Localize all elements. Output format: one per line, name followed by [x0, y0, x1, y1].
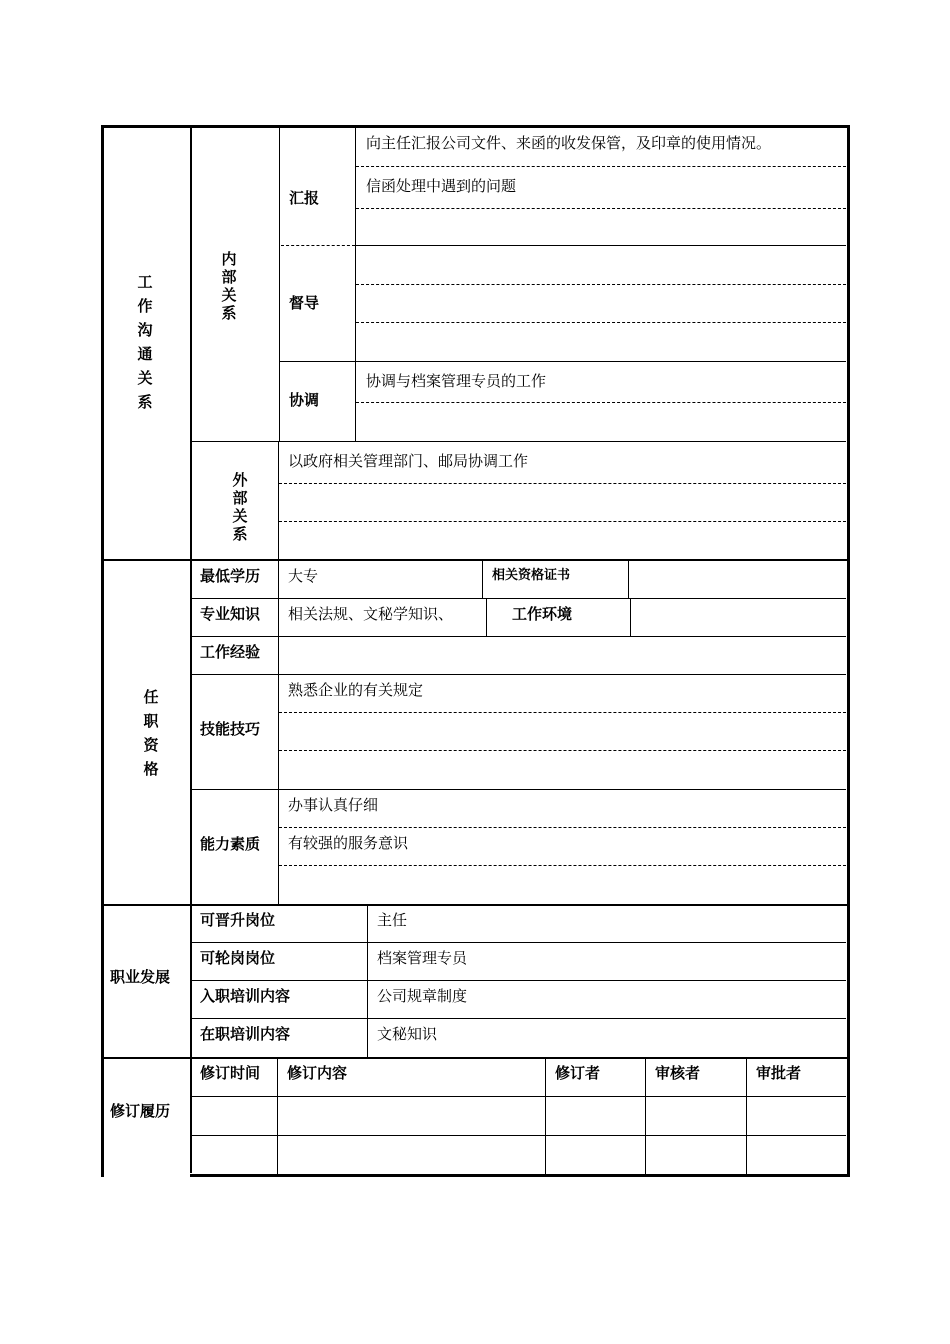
- supervise-dash-1: [356, 284, 846, 285]
- report-bottom-line: [355, 245, 846, 246]
- revision-row-divider-2: [190, 1135, 846, 1136]
- career-row-label: 可晋升岗位: [200, 911, 276, 929]
- revision-header-time: 修订时间: [200, 1064, 261, 1082]
- report-dash-1: [356, 166, 846, 167]
- supervise-bottom-line: [279, 361, 846, 362]
- career-row-value: 公司规章制度: [377, 987, 468, 1005]
- career-row-value: 主任: [377, 911, 408, 929]
- internal-col-divider: [279, 127, 280, 441]
- revision-col-divider-4: [746, 1059, 747, 1174]
- certificate-left-divider: [482, 561, 483, 598]
- supervise-label: 督导: [289, 294, 320, 312]
- certificate-right-divider: [628, 561, 629, 598]
- career-row-label: 入职培训内容: [200, 987, 291, 1005]
- communication-section-bottom: [101, 559, 850, 561]
- career-row-divider: [190, 942, 846, 943]
- ability-line-2: 有较强的服务意识: [288, 834, 409, 852]
- certificate-label: 相关资格证书: [492, 568, 571, 583]
- ability-label: 能力素质: [200, 835, 261, 853]
- col-divider-1: [190, 127, 192, 1173]
- report-label: 汇报: [289, 189, 320, 207]
- environment-right-divider: [630, 598, 631, 636]
- report-line-2: 信函处理中遇到的问题: [366, 177, 517, 195]
- qualification-section-bottom: [101, 904, 850, 906]
- career-row-value: 文秘知识: [377, 1025, 438, 1043]
- external-dash-2: [279, 521, 846, 522]
- knowledge-row-bottom: [190, 636, 846, 637]
- ability-dash-1: [279, 827, 846, 828]
- revision-header-reviewer: 审核者: [655, 1064, 701, 1082]
- revision-col-divider-1: [277, 1059, 278, 1174]
- report-dash-2: [356, 208, 846, 209]
- revision-header-approver: 审批者: [756, 1064, 802, 1082]
- career-section-bottom: [101, 1057, 850, 1059]
- education-row-bottom: [190, 598, 846, 599]
- revision-col-divider-3: [645, 1059, 646, 1174]
- revision-section-label: 修订履历: [110, 1102, 171, 1120]
- career-row-divider: [190, 980, 846, 981]
- external-dash-1: [279, 483, 846, 484]
- revision-row-divider-1: [190, 1096, 846, 1097]
- coordinate-line-1: 协调与档案管理专员的工作: [366, 372, 547, 390]
- table-bottom-border: [190, 1174, 850, 1177]
- skills-row-bottom: [190, 789, 846, 790]
- external-relations-label: 外部关系: [232, 471, 248, 543]
- knowledge-value: 相关法规、文秘学知识、: [288, 605, 454, 623]
- coordinate-label: 协调: [289, 391, 320, 409]
- qual-label-divider-c: [278, 636, 279, 904]
- qualification-section-label: 任职资格: [143, 688, 159, 778]
- environment-left-divider: [486, 598, 487, 636]
- internal-bottom-line: [190, 441, 846, 442]
- report-line-1: 向主任汇报公司文件、来函的收发保管，及印章的使用情况。: [366, 134, 772, 152]
- supervise-dash-2: [356, 322, 846, 323]
- environment-label: 工作环境: [512, 605, 573, 623]
- ability-line-1: 办事认真仔细: [288, 796, 379, 814]
- coordinate-dash-1: [356, 402, 846, 403]
- qual-label-divider-a: [278, 561, 279, 598]
- skills-dash-2: [279, 750, 846, 751]
- external-col-divider: [278, 441, 279, 559]
- experience-label: 工作经验: [200, 643, 261, 661]
- revision-col-divider-2: [545, 1059, 546, 1174]
- report-bottom-dash: [281, 245, 355, 246]
- experience-row-bottom: [190, 674, 846, 675]
- communication-section-label: 工作沟通关系: [137, 273, 153, 411]
- revision-header-reviser: 修订者: [555, 1064, 601, 1082]
- external-line-1: 以政府相关管理部门、邮局协调工作: [288, 452, 529, 470]
- career-value-divider: [367, 906, 368, 1058]
- qual-label-divider-b: [278, 598, 279, 636]
- internal-relations-label: 内部关系: [221, 250, 237, 322]
- education-label: 最低学历: [200, 567, 261, 585]
- career-row-divider: [190, 1018, 846, 1019]
- career-row-label: 在职培训内容: [200, 1025, 291, 1043]
- skills-dash-1: [279, 712, 846, 713]
- skills-line-1: 熟悉企业的有关规定: [288, 681, 424, 699]
- skills-label: 技能技巧: [200, 720, 261, 738]
- career-section-label: 职业发展: [110, 968, 171, 986]
- career-row-label: 可轮岗岗位: [200, 949, 276, 967]
- ability-dash-2: [279, 865, 846, 866]
- career-row-value: 档案管理专员: [377, 949, 468, 967]
- education-value: 大专: [288, 567, 319, 585]
- revision-header-content: 修订内容: [287, 1064, 348, 1082]
- knowledge-label: 专业知识: [200, 605, 261, 623]
